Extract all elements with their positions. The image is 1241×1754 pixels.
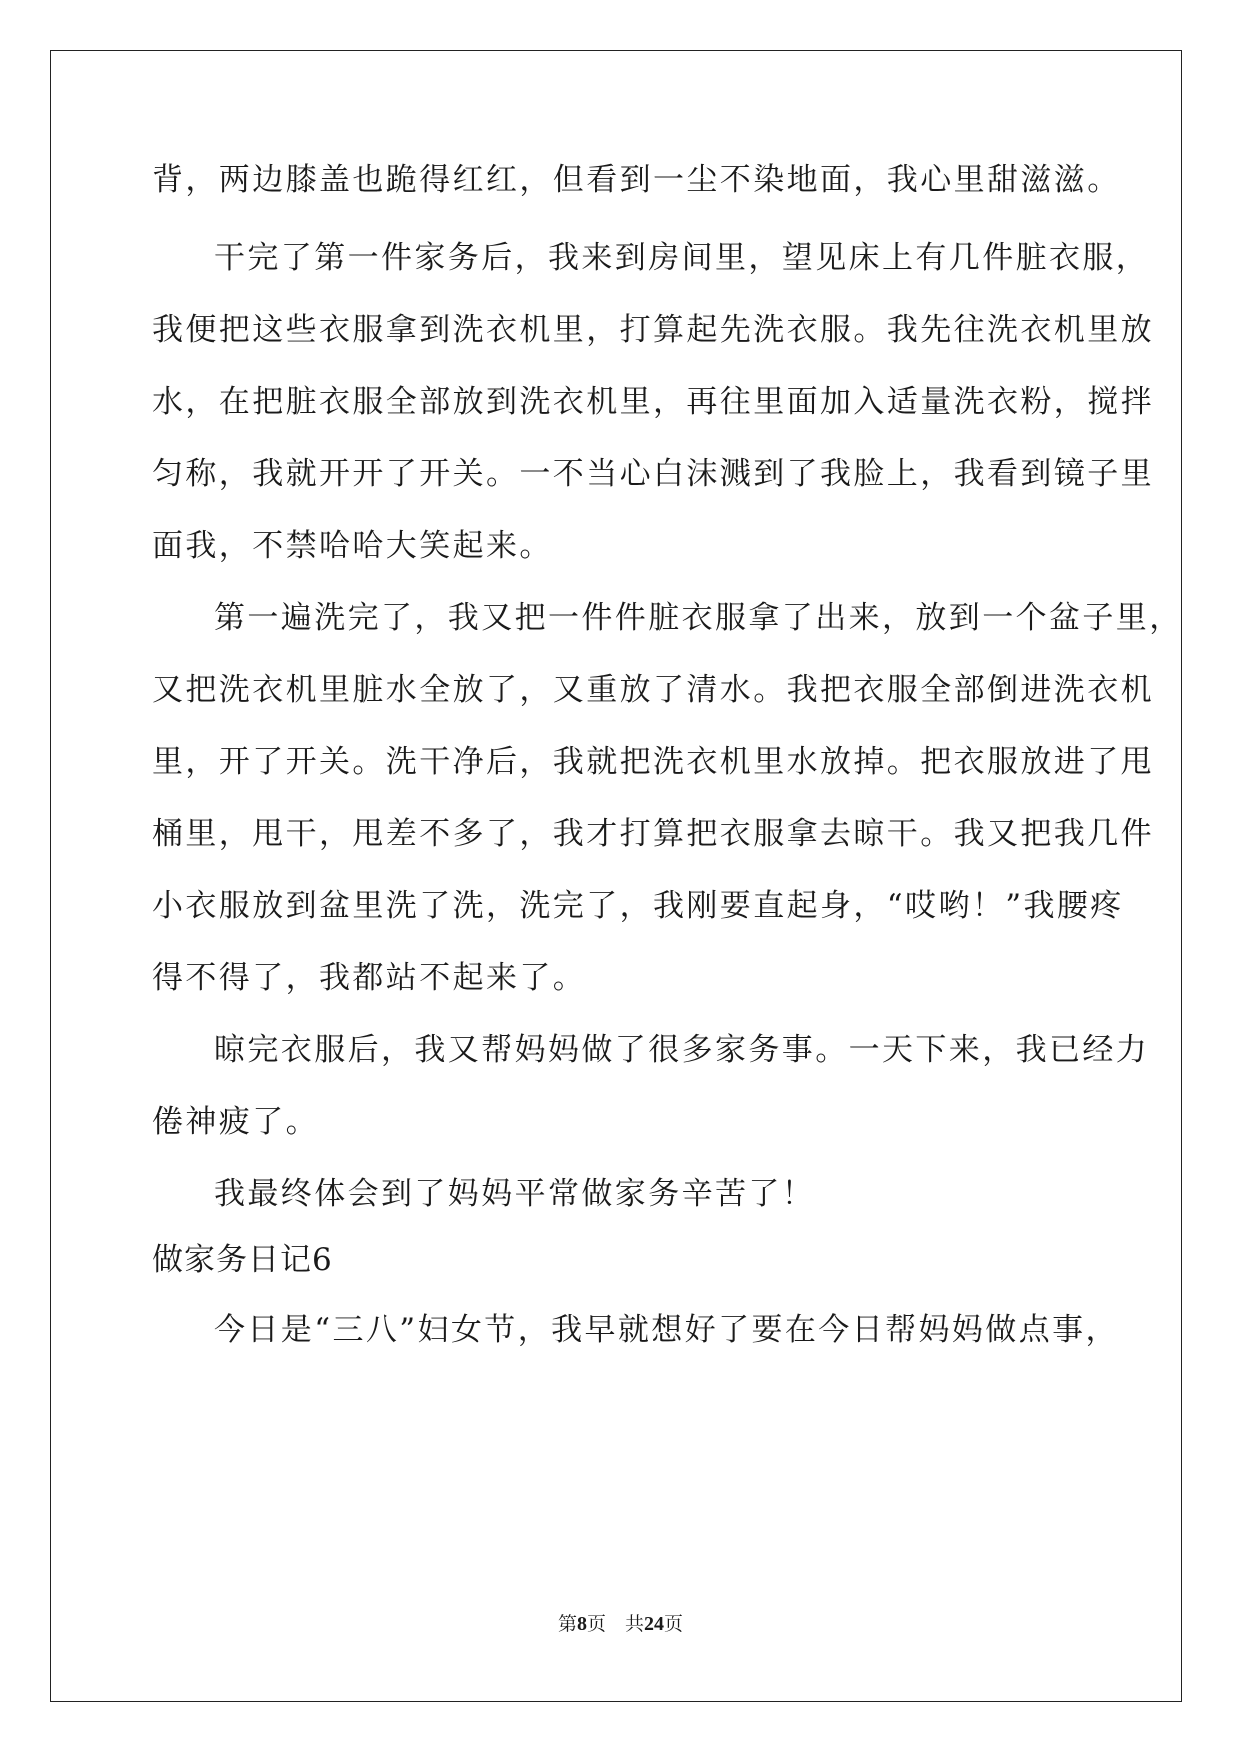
paragraph-start-line: 晾完衣服后，我又帮妈妈做了很多家务事。一天下来，我已经力 [214, 1032, 1150, 1068]
page-border [50, 50, 1182, 1702]
text-line: 小衣服放到盆里洗了洗，洗完了，我刚要直起身，“哎哟！”我腰疼 [152, 888, 1124, 924]
text-line: 得不得了，我都站不起来了。 [152, 960, 587, 996]
text-line: 水，在把脏衣服全部放到洗衣机里，再往里面加入适量洗衣粉，搅拌 [152, 384, 1154, 420]
text-line: 我便把这些衣服拿到洗衣机里，打算起先洗衣服。我先往洗衣机里放 [152, 312, 1154, 348]
text-line: 里，开了开关。洗干净后，我就把洗衣机里水放掉。把衣服放进了甩 [152, 744, 1154, 780]
paragraph-start-line: 今日是“三八”妇女节，我早就想好了要在今日帮妈妈做点事， [214, 1312, 1119, 1348]
total-pages-number: 24 [644, 1613, 664, 1635]
text-line: 又把洗衣机里脏水全放了，又重放了清水。我把衣服全部倒进洗衣机 [152, 672, 1154, 708]
paragraph-start-line: 我最终体会到了妈妈平常做家务辛苦了！ [214, 1176, 816, 1212]
text-line: 匀称，我就开开了开关。一不当心白沫溅到了我脸上，我看到镜子里 [152, 456, 1154, 492]
page-separator: 页 共 [586, 1613, 644, 1635]
text-line: 面我，不禁哈哈大笑起来。 [152, 528, 553, 564]
section-heading: 做家务日记6 [152, 1242, 333, 1278]
page-prefix: 第 [557, 1613, 577, 1635]
text-line: 桶里，甩干，甩差不多了，我才打算把衣服拿去晾干。我又把我几件 [152, 816, 1154, 852]
paragraph-start-line: 第一遍洗完了，我又把一件件脏衣服拿了出来，放到一个盆子里， [214, 600, 1183, 636]
text-line: 背，两边膝盖也跪得红红，但看到一尘不染地面，我心里甜滋滋。 [152, 162, 1121, 198]
page-suffix: 页 [664, 1613, 684, 1635]
page-footer [0, 1612, 1241, 1636]
text-line: 倦神疲了。 [152, 1104, 319, 1140]
paragraph-start-line: 干完了第一件家务后，我来到房间里，望见床上有几件脏衣服， [214, 240, 1150, 276]
current-page-number: 8 [576, 1613, 587, 1635]
